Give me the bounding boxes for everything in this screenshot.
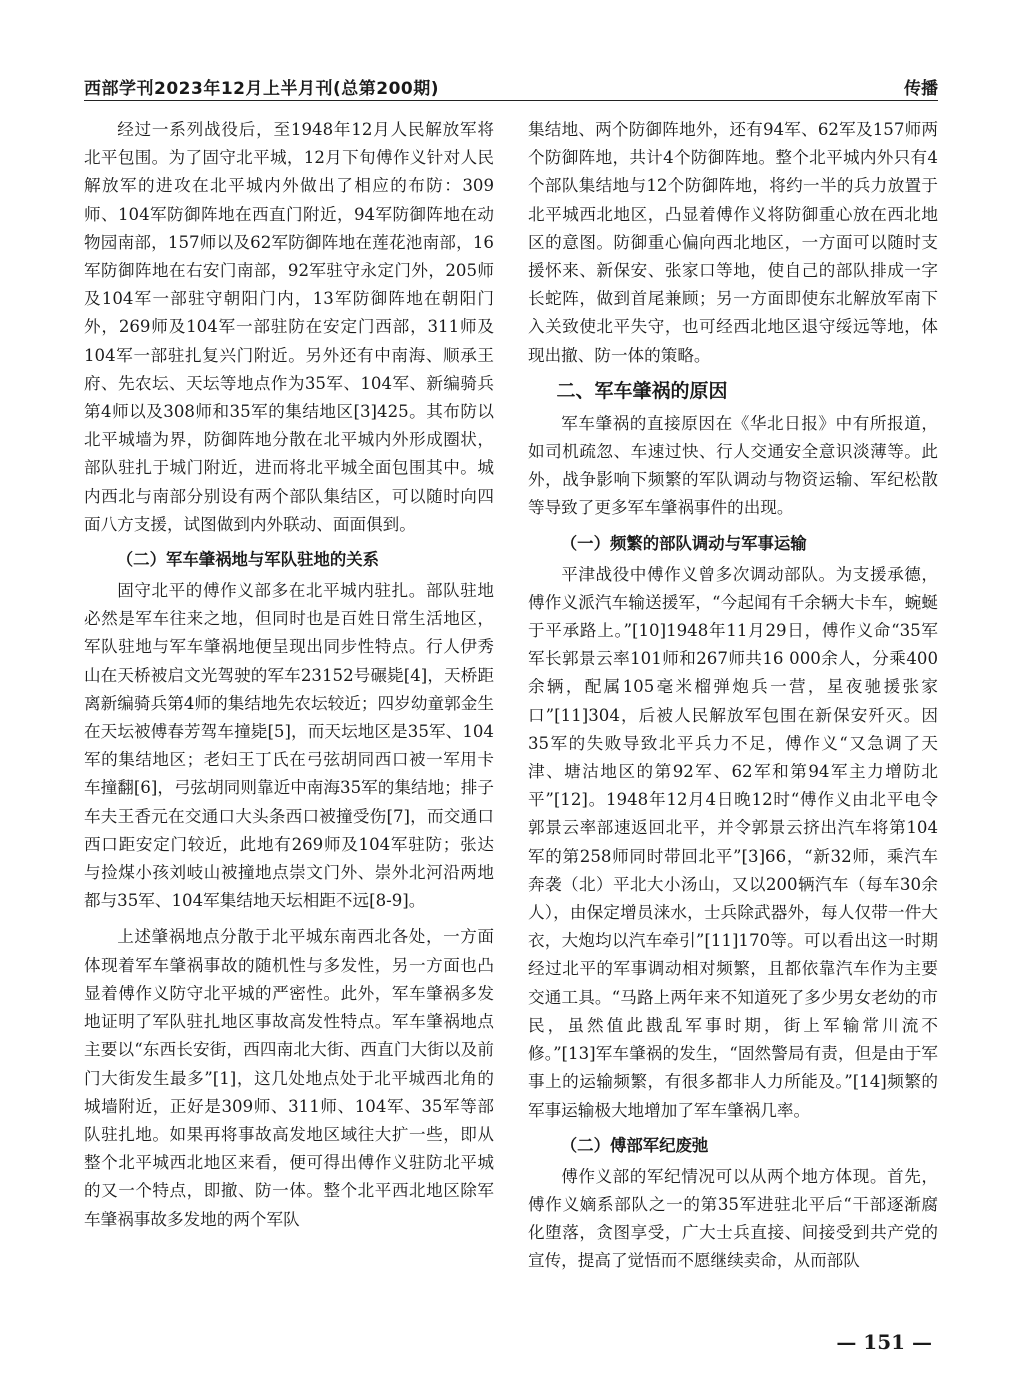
journal-title: 西部学刊2023年12月上半月刊(总第200期) xyxy=(84,79,439,99)
paragraph: 固守北平的傅作义部多在北平城内驻扎。部队驻地必然是军车往来之地，但同时也是百姓日常生活地区，军队驻地与军车肇祸地便呈现出同步性特点。行人伊秀山在天桥被启文光驾驶的军车23152号碾毙[4]，天桥距离新编骑兵第4师的集结地先农坛较近；四岁幼童郭金生在天坛被傅春芳驾车撞毙[5]，而天坛地区是35军、104军的集结地区；老妇王丁氏在弓弦胡同西口被一军用卡车撞翻[6]，弓弦胡同则靠近中南海35军的集结地；排子车夫王香元在交通口大头条西口被撞受伤[7]，而交通口西口距安定门较近，此地有269师及104军驻防；张达与捡煤小孩刘岐山被撞地点崇文门外、崇外北河沿两地都与35军、104军集结地天坛相距不远[8-9]。 xyxy=(84,581,494,911)
paragraph: 上述肇祸地点分散于北平城东南西北各处，一方面体现着军车肇祸事故的随机性与多发性，另一方面也凸显着傅作义防守北平城的严密性。此外，军车肇祸多发地证明了军队驻扎地区事故高发性特点。军车肇祸地点主要以“东西长安街，西四南北大街、西直门大街以及前门大街发生最多”[1]，这几处地点处于北平城西北角的城墙附近，正好是309师、311师、104军、35军等部队驻扎地。如果再将事故高发地区域往大扩一些，即从整个北平城西北地区来看，便可得出傅作义驻防北平城的又一个特点，即撤、防一体。整个北平西北地区除军车肇祸事故多发地的两个军队 xyxy=(84,927,494,1229)
section-heading: 二、军车肇祸的原因 xyxy=(556,379,728,402)
right-column xyxy=(528,116,938,1276)
paragraph: 平津战役中傅作义曾多次调动部队。为支援承德，傅作义派汽车输送援军，“今起闻有千余辆大卡车，蜿蜒于平承路上。”[10]1948年11月29日，傅作义命“35军军长郭景云率101师和267师共16 000余人，分乘400余辆，配属105毫米榴弹炮兵一营，星夜驰援张家口”[11]304，后被人民解放军包围在新保安歼灭。因35军的失败导致北平兵力不足，傅作义“又急调了天津、塘沽地区的第92军、62军和第94军主力增防北平”[12]。1948年12月4日晚12时“傅作义由北平电令郭景云率部速返回北平，并令郭景云挤出汽车将第104军的第258师同时带回北平”[3]66，“新32师，乘汽车奔袭（北）平北大小汤山，又以200辆汽车（每车30余人），由保定增员涞水，士兵除武器外，每人仅带一件大衣，大炮均以汽车牵引”[11]170等。可以看出这一时期经过北平的军事调动相对频繁，且都依靠汽车作为主要交通工具。“马路上两年来不知道死了多少男女老幼的市民，虽然值此戡乱军事时期，街上军输常川流不修。”[13]军车肇祸的发生，“固然警局有责，但是由于军事上的运输频繁，有很多都非人力所能及。”[14]频繁的军事运输极大地增加了军车肇祸几率。 xyxy=(528,564,938,1120)
paragraph: 傅作义部的军纪情况可以从两个地方体现。首先，傅作义嫡系部队之一的第35军进驻北平后“干部逐渐腐化堕落，贪图享受，广大士兵直接、间接受到共产党的宣传，提高了觉悟而不愿继续卖命，从而部队 xyxy=(528,1166,938,1271)
running-header xyxy=(84,74,938,101)
subsection-heading: （二）军车肇祸地与军队驻地的关系 xyxy=(116,550,380,570)
subsection-heading: （一）频繁的部队调动与军事运输 xyxy=(560,533,807,553)
page-number: — 151 — xyxy=(836,1330,932,1354)
paragraph: 集结地、两个防御阵地外，还有94军、62军及157师两个防御阵地，共计4个防御阵地。整个北平城内外只有4个部队集结地与12个防御阵地，将约一半的兵力放置于北平城西北地区，凸显着傅作义将防御重心放在西北地区的意图。防御重心偏向西北地区，一方面可以随时支援怀来、新保安、张家口等地，使自己的部队排成一字长蛇阵，做到首尾兼顾；另一方面即使东北解放军南下入关致使北平失守，也可经西北地区退守绥远等地，体现出撤、防一体的策略。 xyxy=(528,120,938,365)
left-column xyxy=(84,116,494,1234)
paragraph: 经过一系列战役后，至1948年12月人民解放军将北平包围。为了固守北平城，12月下旬傅作义针对人民解放军的进攻在北平城内外做出了相应的布防：309师、104军防御阵地在西直门附近，94军防御阵地在动物园南部，157师以及62军防御阵地在莲花池南部，16军防御阵地在右安门南部，92军驻守永定门外，205师及104军一部驻守朝阳门内，13军防御阵地在朝阳门外，269师及104军一部驻防在安定门西部，311师及104军一部驻扎复兴门附近。另外还有中南海、顺承王府、先农坛、天坛等地点作为35军、104军、新编骑兵第4师以及308师和35军的集结地区[3]425。其布防以北平城墙为界，防御阵地分散在北平城内外形成圈状，部队驻扎于城门附近，进而将北平城全面包围其中。城内西北与南部分别设有两个部队集结区，可以随时向四面八方支援，试图做到内外联动、面面俱到。 xyxy=(84,120,494,534)
paragraph: 军车肇祸的直接原因在《华北日报》中有所报道，如司机疏忽、车速过快、行人交通安全意识淡薄等。此外，战争影响下频繁的军队调动与物资运输、军纪松散等导致了更多军车肇祸事件的出现。 xyxy=(528,413,938,518)
subsection-heading: （二）傅部军纪废弛 xyxy=(560,1135,709,1155)
section-label: 传播 xyxy=(904,79,938,99)
